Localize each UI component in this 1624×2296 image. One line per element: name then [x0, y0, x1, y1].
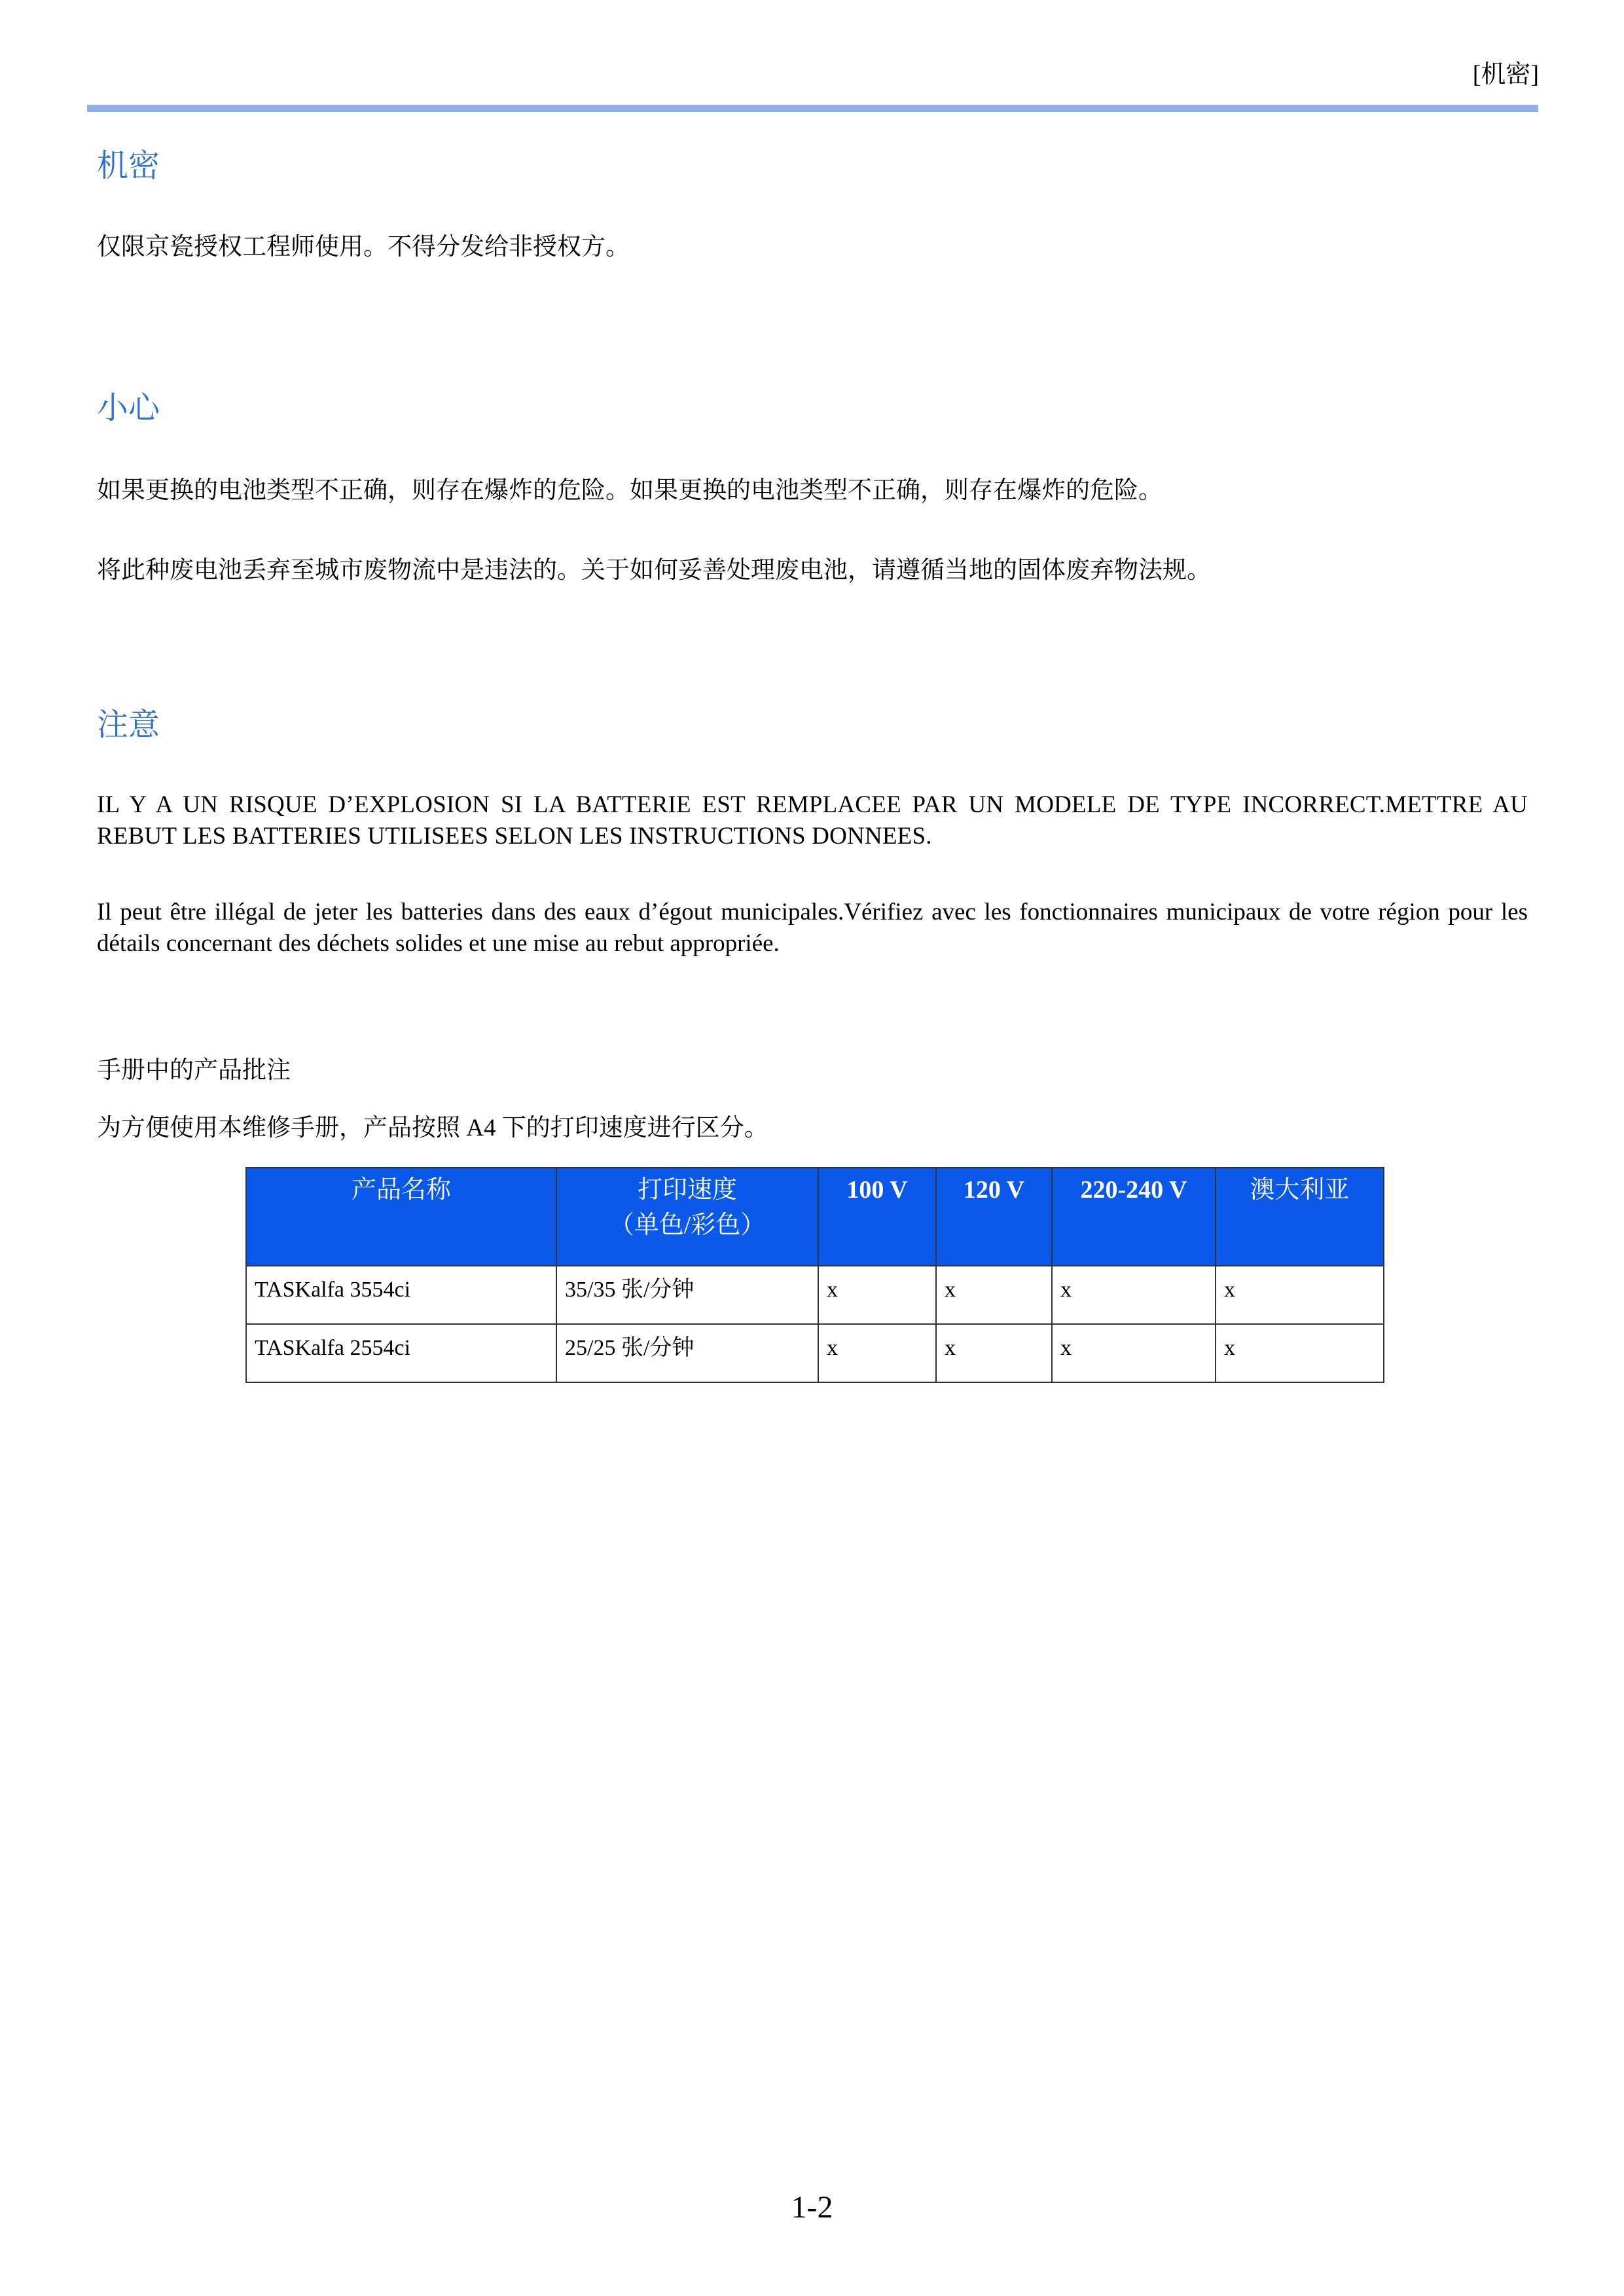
- cell-product-name: TASKalfa 2554ci: [246, 1324, 556, 1382]
- confidential-text: 仅限京瓷授权工程师使用。不得分发给非授权方。: [97, 234, 630, 260]
- section-title-confidential: 机密: [97, 149, 160, 183]
- table-row: [246, 1324, 1384, 1382]
- attention-paragraph-2: Il peut être illégal de jeter les batteries dans des eaux d’égout municipales.Vérifiez avec les fonctionnaires municipaux de votre région pour les détails concernant des déchets solides et une mise au rebut appropriée.: [97, 899, 1528, 957]
- caution-paragraph-1: 如果更换的电池类型不正确，则存在爆炸的危险。如果更换的电池类型不正确，则存在爆炸的危险。: [97, 477, 1163, 504]
- cell-220-240v: x: [1052, 1324, 1216, 1382]
- cell-print-speed: 35/35 张/分钟: [556, 1266, 818, 1324]
- product-notes-heading: 手册中的产品批注: [97, 1057, 291, 1084]
- cell-print-speed: 25/25 张/分钟: [556, 1324, 818, 1382]
- product-table: [245, 1167, 1384, 1383]
- header-australia: 澳大利亚: [1216, 1168, 1384, 1266]
- page-number: 1-2: [791, 2190, 833, 2225]
- header-rule: [87, 105, 1538, 112]
- table-row: [246, 1266, 1384, 1324]
- header-print-speed: [556, 1168, 818, 1266]
- attention-paragraph-1: IL Y A UN RISQUE D’EXPLOSION SI LA BATTERIE EST REMPLACEE PAR UN MODELE DE TYPE INCORRECT.METTRE AU REBUT LES BATTERIES UTILISEES SELON LES INSTRUCTIONS DONNEES.: [97, 791, 1528, 850]
- header-print-speed-line1: 打印速度: [637, 1176, 737, 1204]
- product-notes-intro: 为方便使用本维修手册，产品按照 A4 下的打印速度进行区分。: [97, 1115, 768, 1141]
- cell-220-240v: x: [1052, 1266, 1216, 1324]
- cell-100v: x: [818, 1266, 936, 1324]
- header-print-speed-line2: （单色/彩色）: [609, 1211, 766, 1239]
- cell-100v: x: [818, 1324, 936, 1382]
- cell-120v: x: [936, 1266, 1052, 1324]
- header-product-name: 产品名称: [246, 1168, 556, 1266]
- header-confidential-tag: [机密]: [1472, 61, 1539, 88]
- table-header-row: [246, 1168, 1384, 1266]
- caution-paragraph-2: 将此种废电池丢弃至城市废物流中是违法的。关于如何妥善处理废电池，请遵循当地的固体废弃物法规。: [97, 557, 1211, 584]
- section-title-attention: 注意: [97, 708, 160, 742]
- cell-120v: x: [936, 1324, 1052, 1382]
- cell-australia: x: [1216, 1324, 1384, 1382]
- header-100v: 100 V: [818, 1168, 936, 1266]
- section-title-caution: 小心: [97, 391, 160, 425]
- header-220-240v: 220-240 V: [1052, 1168, 1216, 1266]
- header-120v: 120 V: [936, 1168, 1052, 1266]
- cell-australia: x: [1216, 1266, 1384, 1324]
- cell-product-name: TASKalfa 3554ci: [246, 1266, 556, 1324]
